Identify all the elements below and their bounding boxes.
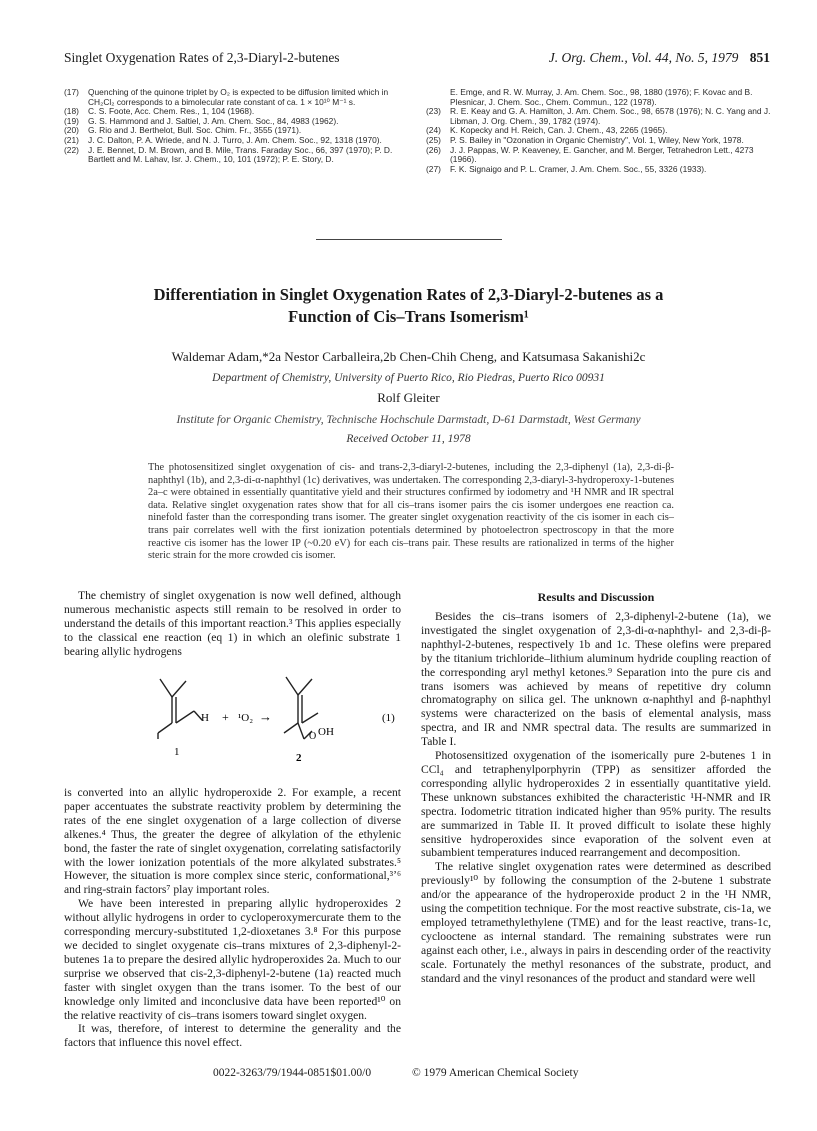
- author-gleiter: Rolf Gleiter: [377, 390, 440, 405]
- article-title: Differentiation in Singlet Oxygenation Rates of 2,3-Diaryl-2-butenes as a Function of Cis–Trans Isomerism¹: [153, 285, 664, 326]
- footer-copyright: © 1979 American Chemical Society: [412, 1067, 579, 1079]
- oxygen-label: O: [309, 731, 317, 742]
- journal-citation: [549, 50, 770, 66]
- divider-rule: [316, 239, 502, 240]
- intro-paragraph-2: is converted into an allylic hydroperoxide 2. For example, a recent paper accentuates the substrate reactivity problem by determining the rates of the ene singlet oxygenation of a large collection of diverse alkenes.⁴ Thus, the greater the degree of alkylation of the ethylenic bond, the faster the rate of singlet oxygenation, correlating satisfactorily with the lower ionization potentials of the more alkylated substrates.⁵ However, the situation is more complex since steric, conformational,³ʼ⁶ and ring-strain factors⁷ play important roles.: [64, 786, 401, 897]
- results-paragraph-3: The relative singlet oxygenation rates were determined as described previously¹⁰ by following the consumption of the 2-butene 1 substrate and/or the appearance of the hydroperoxide product 2 in the ¹H NMR, using the competition technique. For the most reactive substrate, cis-1a, we employed tetramethylethylene (TME) and for the least reactive, trans-1c, cyclooctene as internal standard. The remaining substrates were run against each other, i.e., always in pairs in descending order of the reactivity scale. Fortunately the methyl resonances of the substrate, product, and standard and the vinyl resonances of the product and standard were well: [421, 860, 771, 985]
- footer-code: 0022-3263/79/1944-0851$01.00/0: [213, 1067, 372, 1079]
- compound-label-2: 2: [296, 752, 302, 764]
- right-column: [421, 610, 771, 985]
- left-column-bottom: [64, 786, 401, 1050]
- left-column-top: [64, 589, 401, 659]
- reference-item: (22) J. E. Bennet, D. M. Brown, and B. Mile, Trans. Faraday Soc., 66, 397 (1970); P. D. Bartlett and M. Lahav, Isr. J. Chem., 10, 101 (1972); P. E. Story, D.: [64, 144, 393, 165]
- reference-item: (26) J. J. Pappas, W. P. Keaveney, E. Gancher, and M. Berger, Tetrahedron Lett., 4273 (1966).: [426, 144, 754, 165]
- reference-item: (20) G. Rio and J. Berthelot, Bull. Soc. Chim. Fr., 3555 (1971).: [64, 125, 302, 136]
- received-date: Received October 11, 1978: [346, 433, 471, 445]
- hydrogen-label: H: [201, 712, 209, 724]
- page-number: 851: [749, 50, 770, 65]
- intro-paragraph-1: The chemistry of singlet oxygenation is now well defined, although numerous mechanistic aspects still remain to be resolved in order to understand the details of this important reaction.³ This applies especially to the classical ene reaction (eq 1) in which an olefinic substrate 1 bearing allylic hydrogens: [64, 589, 401, 658]
- reference-item: E. Emge, and R. W. Murray, J. Am. Chem. Soc., 98, 1880 (1976); F. Kovac and B. Plesnicar, J. Chem. Soc., Chem. Commun., 122 (1978).: [450, 87, 753, 107]
- reaction-arrow: →: [259, 709, 272, 724]
- author-list: Waldemar Adam,*2a Nestor Carballeira,2b Chen-Chih Cheng, and Katsumasa Sakanishi2c: [171, 349, 646, 364]
- results-paragraph-1: Besides the cis–trans isomers of 2,3-diphenyl-2-butene (1a), we investigated the singlet oxygenation of 2,3-di-α-naphthyl- and 2,3-di-β-naphthyl-2-butenes, respectively 1b and 1c. These olefins were prepared by the titanium trichloride–lithium aluminum hydride coupling reaction of the corresponding aryl methyl ketones.⁹ Separation into the pure cis and trans isomers was achieved by means of repetitive dry column chromatography on silica gel. The unknown α-naphthyl and β-naphthyl systems were characterized on the basis of elemental analysis, mass spectra, and IR and NMR spectral data. The results are summarized in Table I.: [421, 610, 771, 749]
- hydroperoxide-2-structure: [284, 677, 318, 739]
- intro-paragraph-4: It was, therefore, of interest to determine the generality and the factors that influence this novel effect.: [64, 1022, 401, 1050]
- reference-item: (24) K. Kopecky and H. Reich, Can. J. Chem., 43, 2265 (1965).: [426, 125, 668, 136]
- intro-paragraph-3: We have been interested in preparing allylic hydroperoxides 2 without allylic hydrogens in order to cycloperoxymercurate them to the corresponding mercury-substituted 1,2-dioxetanes 3.⁸ For this purpose we decided to singlet oxygenate cis–trans mixtures of 2,3-diphenyl-2-butenes 1a to prepare the desired allylic hydroperoxides 2a. Much to our surprise we observed that cis-2,3-diphenyl-2-butene (1a) reacted much faster with singlet oxygen than the trans isomer. To the best of our knowledge only limited and inconclusive data have been reported¹⁰ on the relative reactivity of cis–trans isomers toward singlet oxygen.: [64, 897, 401, 1022]
- compound-label-1: 1: [174, 746, 180, 758]
- section-heading: Results and Discussion: [537, 590, 655, 604]
- references-left: [64, 88, 402, 165]
- affiliation-darmstadt: Institute for Organic Chemistry, Technische Hochschule Darmstadt, D-61 Darmstadt, West Germany: [176, 414, 641, 426]
- references-right: [426, 88, 772, 174]
- reference-item: (21) J. C. Dalton, P. A. Wriede, and N. J. Turro, J. Am. Chem. Soc., 92, 1318 (1970).: [64, 134, 382, 145]
- affiliation-puerto-rico: Department of Chemistry, University of Puerto Rico, Rio Piedras, Puerto Rico 00931: [212, 372, 605, 384]
- results-paragraph-2: Photosensitized oxygenation of the isomerically pure 2-butenes 1 in CCl₄ and tetraphenylporphyrin (TPP) as sensitizer afforded the corresponding allylic hydroperoxides 2 in essentially quantitative yield. These unknown substances exhibited the characteristic ¹H-NMR and IR spectra. Iodometric titration indicated higher than 95% purity. The results are summarized in Table II. It proved difficult to isolate these highly sensitive hydroperoxides since evaporation of the solvent even at subambient temperatures induced rearrangement and decomposition.: [421, 749, 771, 860]
- singlet-oxygen-label: ¹O₂: [238, 712, 254, 724]
- reference-item: (17) Quenching of the quinone triplet by O₂ is expected to be diffusion limited which in CH₂Cl₂ corresponds to a bimolecular rate constant of ca. 1 × 10¹⁰ M⁻¹ s.: [64, 87, 389, 107]
- hydroxyl-label: OH: [318, 726, 334, 738]
- reaction-scheme: [146, 675, 402, 785]
- abstract: The photosensitized singlet oxygenation of cis- and trans-2,3-diaryl-2-butenes, including the 2,3-diphenyl (1a), 2,3-di-β-naphthyl (1b), and 2,3-di-α-naphthyl (1c) derivatives, was undertaken. The corresponding 2,3-diaryl-3-hydroperoxy-1-butenes 2a–c were obtained in essentially quantitative yield and their structures confirmed by iodometry and ¹H NMR and IR spectral data. Relative singlet oxygenation rates show that for all cis–trans isomer pairs the cis isomer undergoes ene reaction ca. ninefold faster than the corresponding trans isomer. The greater singlet oxygenation reactivity of the cis isomer in each cis–trans pair correlates well with the first ionization potentials determined by photoelectron spectroscopy in that the more reactive cis isomer has the lower IP (~0.20 eV) for each cis–trans pair. These results are rationalized in terms of the higher steric strain for the more crowded cis isomer.: [148, 462, 674, 562]
- reference-item: (23) R. E. Keay and G. A. Hamilton, J. Am. Chem. Soc., 98, 6578 (1976); N. C. Yang and J. Libman, J. Org. Chem., 39, 1782 (1974).: [426, 106, 771, 126]
- olefin-1-structure: [158, 679, 202, 739]
- plus-sign: +: [222, 710, 229, 724]
- journal-name: J. Org. Chem., Vol. 44, No. 5, 1979: [548, 50, 739, 65]
- reference-item: (19) G. S. Hammond and J. Saltiel, J. Am. Chem. Soc., 84, 4983 (1962).: [64, 115, 339, 126]
- reference-item: (27) F. K. Signaigo and P. L. Cramer, J. Am. Chem. Soc., 55, 3326 (1933).: [426, 163, 707, 174]
- reference-item: (25) P. S. Bailey in "Ozonation in Organic Chemistry", Vol. 1, Wiley, New York, 1978.: [426, 134, 744, 145]
- equation-number: (1): [382, 712, 395, 724]
- running-title: Singlet Oxygenation Rates of 2,3-Diaryl-2-butenes: [64, 50, 340, 65]
- reference-item: (18) C. S. Foote, Acc. Chem. Res., 1, 104 (1968).: [64, 106, 255, 117]
